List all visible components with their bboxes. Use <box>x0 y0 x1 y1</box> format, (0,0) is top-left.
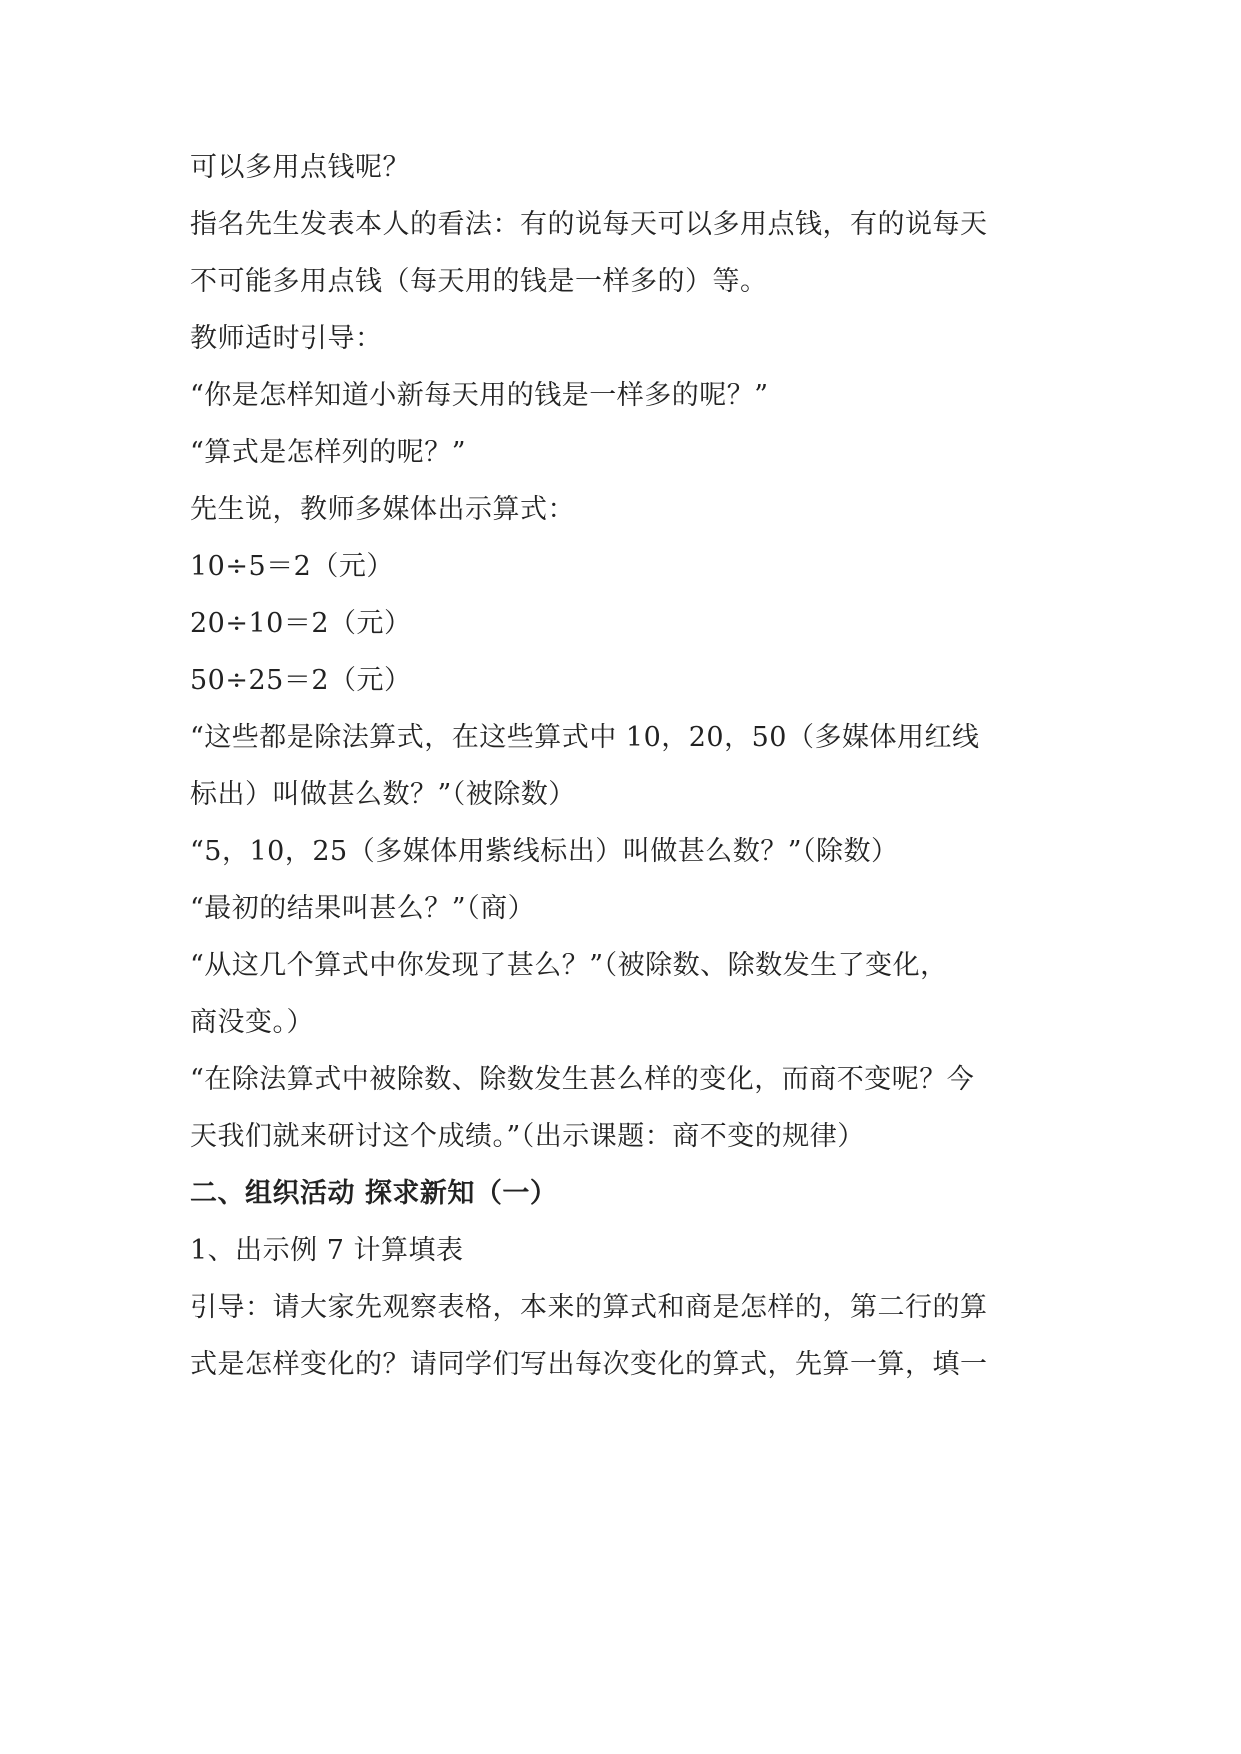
section-heading: 二、组织活动 探求新知（一） <box>190 1178 558 1209</box>
text-line: 先生说，教师多媒体出示算式： <box>190 494 575 525</box>
text-line: 教师适时引导： <box>190 323 383 354</box>
text-line: “5，10，25（多媒体用紫线标出）叫做甚么数？”（除数） <box>190 836 899 867</box>
text-line: “你是怎样知道小新每天用的钱是一样多的呢？” <box>190 380 769 411</box>
text-line: 式是怎样变化的？请同学们写出每次变化的算式，先算一算，填一 <box>190 1349 988 1380</box>
text-line: “从这几个算式中你发现了甚么？”（被除数、除数发生了变化， <box>190 950 948 981</box>
text-line: 指名先生发表本人的看法：有的说每天可以多用点钱，有的说每天 <box>190 209 988 240</box>
text-line: 天我们就来研讨这个成绩。”（出示课题：商不变的规律） <box>190 1121 865 1152</box>
equation-line: 50÷25＝2（元） <box>190 665 412 696</box>
text-line: 可以多用点钱呢？ <box>190 152 410 183</box>
text-line: 标出）叫做甚么数？”（被除数） <box>190 779 576 810</box>
text-line: 1、出示例 7 计算填表 <box>190 1235 464 1266</box>
text-line: “在除法算式中被除数、除数发生甚么样的变化，而商不变呢？今 <box>190 1064 975 1095</box>
text-line: “最初的结果叫甚么？”（商） <box>190 893 536 924</box>
equation-line: 10÷5＝2（元） <box>190 551 394 582</box>
text-line: “算式是怎样列的呢？” <box>190 437 467 468</box>
text-line: 商没变。） <box>190 1007 314 1038</box>
text-line: 不可能多用点钱（每天用的钱是一样多的）等。 <box>190 266 768 297</box>
equation-line: 20÷10＝2（元） <box>190 608 412 639</box>
text-line: 引导：请大家先观察表格，本来的算式和商是怎样的，第二行的算 <box>190 1292 988 1323</box>
text-line: “这些都是除法算式，在这些算式中 10，20，50（多媒体用红线 <box>190 722 980 753</box>
